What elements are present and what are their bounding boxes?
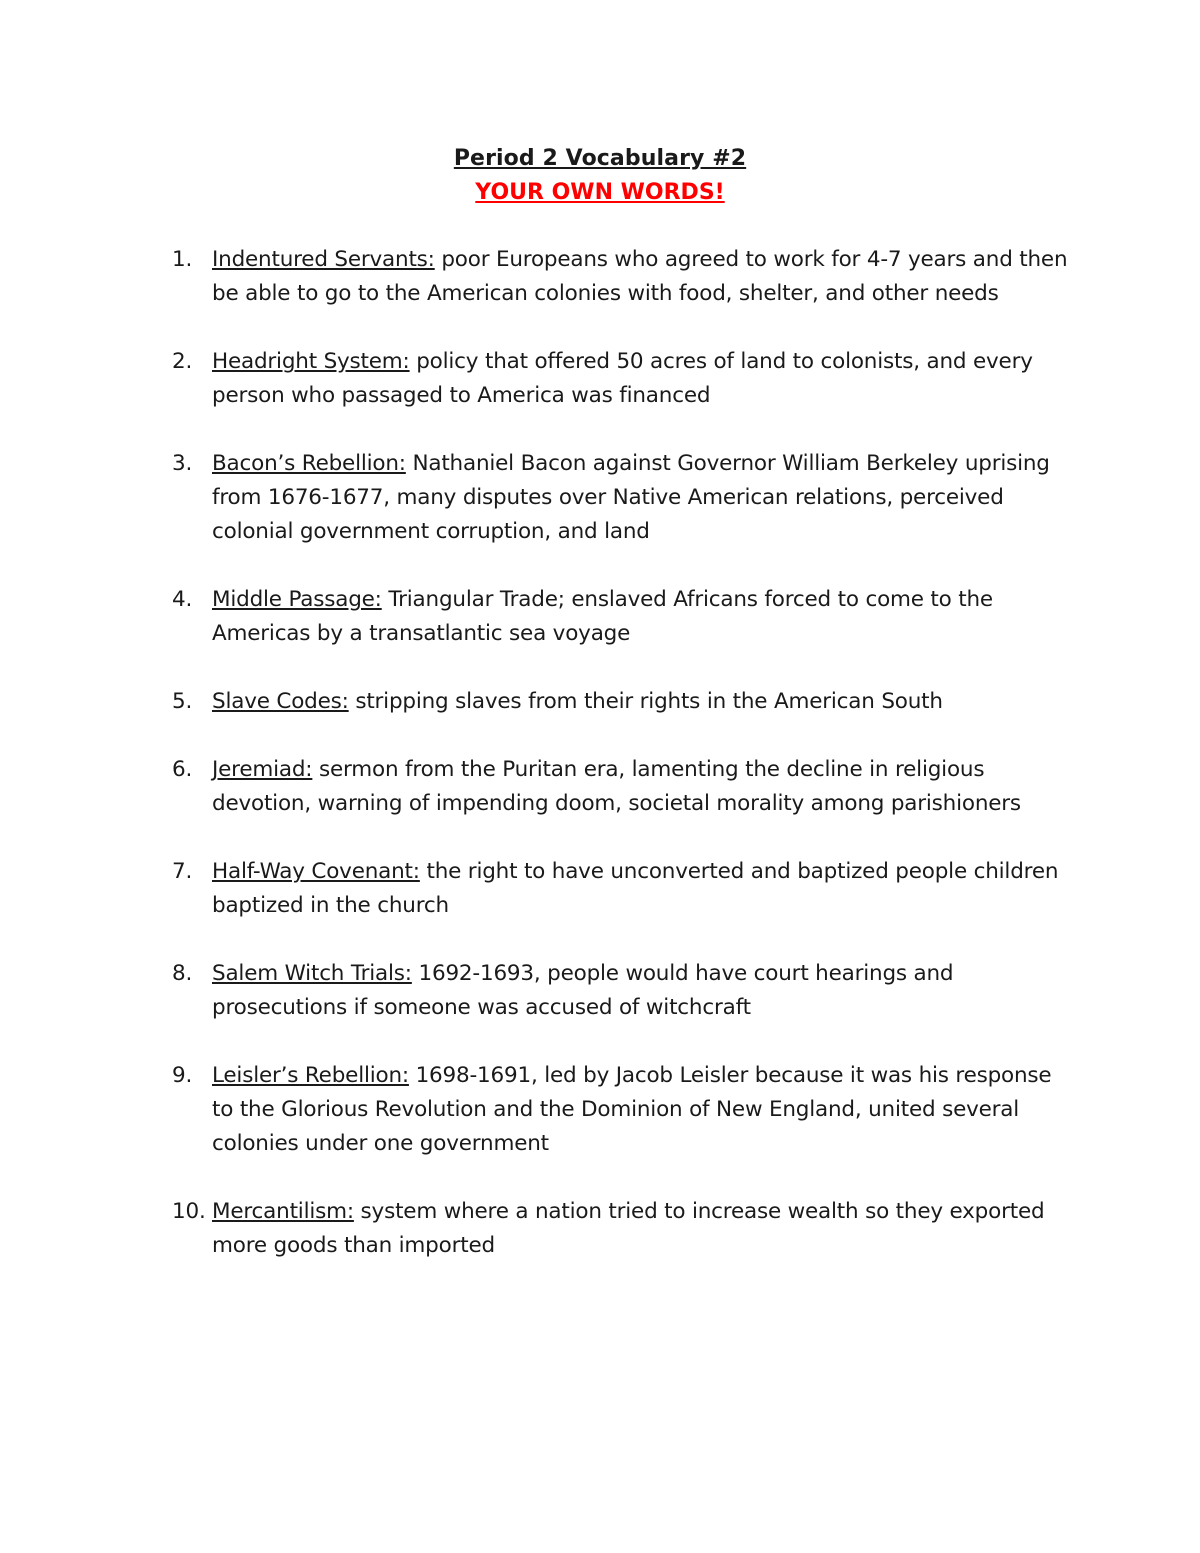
item-number: 8.: [172, 961, 193, 986]
vocab-definition: Nathaniel Bacon against Governor William Berkeley uprising from 1676-1677, many disputes over Native American relations, perceived colonial government corruption, and land: [212, 451, 1050, 544]
item-number: 4.: [172, 587, 193, 612]
vocab-term: Salem Witch Trials:: [212, 961, 412, 986]
vocab-term: Slave Codes:: [212, 689, 349, 714]
vocab-definition: Triangular Trade; enslaved Africans forced to come to the Americas by a transatlantic sea voyage: [212, 587, 993, 646]
vocab-item-bacons-rebellion: [172, 447, 1072, 549]
item-number: 5.: [172, 689, 193, 714]
item-number: 2.: [172, 349, 193, 374]
vocab-definition: system where a nation tried to increase wealth so they exported more goods than imported: [212, 1199, 1045, 1258]
vocab-term: Middle Passage:: [212, 587, 382, 612]
vocab-term: Jeremiad:: [212, 757, 313, 782]
vocab-definition: the right to have unconverted and baptized people children baptized in the church: [212, 859, 1059, 918]
vocab-definition: 1692-1693, people would have court hearings and prosecutions if someone was accused of witchcraft: [212, 961, 954, 1020]
title-block: [0, 142, 1200, 210]
vocab-item-slave-codes: [172, 685, 1072, 719]
vocab-definition: stripping slaves from their rights in the American South: [355, 689, 943, 714]
vocab-term: Headright System:: [212, 349, 410, 374]
vocab-item-headright-system: [172, 345, 1072, 413]
vocab-item-salem-witch-trials: [172, 957, 1072, 1025]
item-number: 10.: [172, 1199, 206, 1224]
item-number: 1.: [172, 247, 193, 272]
vocab-item-half-way-covenant: [172, 855, 1072, 923]
vocab-definition: policy that offered 50 acres of land to colonists, and every person who passaged to America was financed: [212, 349, 1033, 408]
vocab-definition: poor Europeans who agreed to work for 4-7 years and then be able to go to the American colonies with food, shelter, and other needs: [212, 247, 1068, 306]
vocab-term: Indentured Servants:: [212, 247, 435, 272]
item-number: 3.: [172, 451, 193, 476]
vocab-item-mercantilism: [172, 1195, 1072, 1263]
vocab-definition: 1698-1691, led by Jacob Leisler because it was his response to the Glorious Revolution and the Dominion of New England, united several colonies under one government: [212, 1063, 1052, 1156]
item-number: 7.: [172, 859, 193, 884]
item-number: 6.: [172, 757, 193, 782]
vocab-definition: sermon from the Puritan era, lamenting the decline in religious devotion, warning of impending doom, societal morality among parishioners: [212, 757, 1021, 816]
page-title: Period 2 Vocabulary #2: [453, 146, 747, 171]
vocab-term: Half-Way Covenant:: [212, 859, 420, 884]
item-number: 9.: [172, 1063, 193, 1088]
vocab-item-indentured-servants: [172, 243, 1072, 311]
vocab-item-leislers-rebellion: [172, 1059, 1072, 1161]
vocab-term: Bacon’s Rebellion:: [212, 451, 406, 476]
vocab-term: Mercantilism:: [212, 1199, 354, 1224]
vocab-item-jeremiad: [172, 753, 1072, 821]
vocab-term: Leisler’s Rebellion:: [212, 1063, 409, 1088]
vocab-item-middle-passage: [172, 583, 1072, 651]
page-subtitle: YOUR OWN WORDS!: [475, 180, 725, 205]
vocabulary-list: [172, 243, 1072, 1297]
